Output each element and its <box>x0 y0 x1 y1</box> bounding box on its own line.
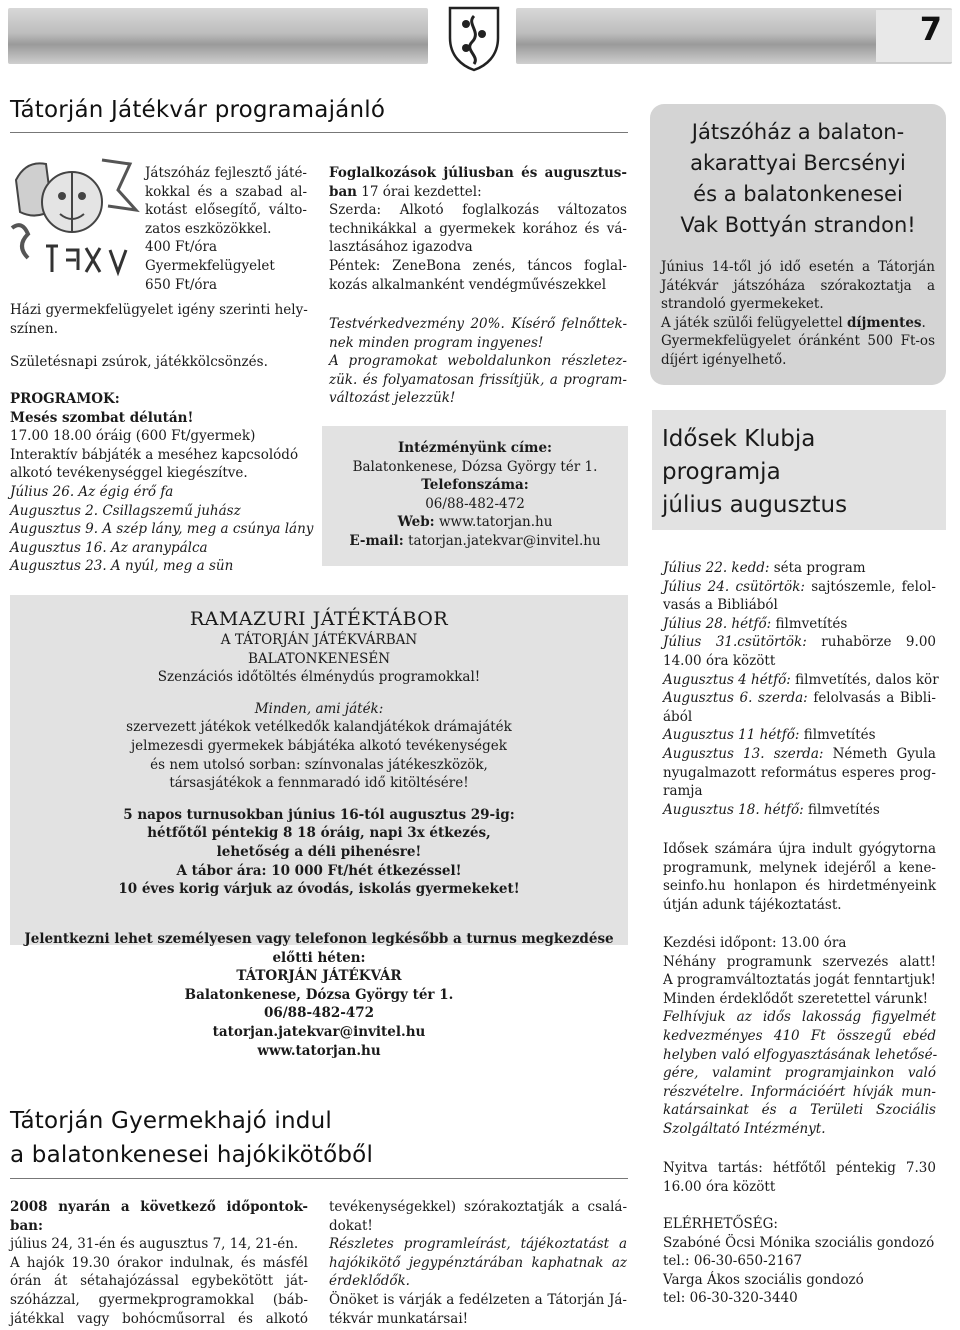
club-program-text: felolvasás a Bibli- <box>807 690 936 707</box>
playhouse-free-line <box>661 314 935 333</box>
saturday-heading: Mesés szombat délután! <box>10 409 194 426</box>
session-line: Péntek: ZeneBona zenés, táncos foglal- <box>329 257 627 274</box>
camp-detail: lehetőség a déli pihenésre! <box>216 843 422 860</box>
contact-line: Varga Ákos szociális gondozó <box>663 1271 864 1288</box>
club-program-text: filmvetítés <box>799 727 876 744</box>
camp-detail: 5 napos turnusokban június 16-tól augusztus 29-ig: <box>123 806 515 823</box>
program-line: Augusztus 2. Csillagszemű juhász <box>10 502 241 519</box>
program-line: Augusztus 23. A nyúl, meg a sün <box>10 558 234 575</box>
club-program-date: Július 24. csütörtök: <box>663 578 805 595</box>
intro-line: zatos eszközökkel. <box>145 220 272 237</box>
club-para-line: programunk, melynek idejéről a kene- <box>663 859 936 876</box>
price-line: 400 Ft/óra <box>145 239 218 256</box>
club-title-line: július augusztus <box>662 492 848 518</box>
program-line: alkotó tevékenységgel kiegészítve. <box>10 465 248 482</box>
club-program-item <box>663 671 939 690</box>
club-program-item <box>663 782 936 801</box>
playhouse-title-line: és a balatonkenesei <box>693 182 903 206</box>
apply-phone: 06/88-482-472 <box>263 1005 375 1022</box>
intro-text <box>145 164 307 294</box>
camp-apply <box>10 930 628 1060</box>
club-lunch-line: helyben való elfogyasztásának lehetősé- <box>663 1046 938 1063</box>
club-program-text: ramja <box>663 783 703 800</box>
email-label: E-mail: <box>349 532 404 549</box>
club-program-text: nyugalmazott református esperes prog- <box>663 764 936 781</box>
discount-line: A programokat weboldalunkon részletez- <box>329 353 627 370</box>
club-program-text: ából <box>663 708 693 725</box>
club-program-date: Augusztus 18. hétfő: <box>663 801 804 818</box>
playhouse-line: Június 14-től jó idő esetén a Tátorján <box>661 259 935 275</box>
session-line: technikákkal a gyermekek korához és vá- <box>329 220 627 237</box>
club-program-item <box>663 708 936 727</box>
camp-subtitle: A TÁTORJÁN JÁTÉKVÁRBAN <box>220 632 418 648</box>
club-program-date: Július 31.csütörtök: <box>663 634 807 651</box>
playhouse-free-bold: díjmentes <box>846 314 922 331</box>
program-line: Interaktív bábjáték a meséhez kapcsolódó <box>10 446 299 463</box>
playhouse-line: Gyermekfelügyelet óránként 500 Ft-os <box>661 333 935 350</box>
home-care-text <box>10 301 307 338</box>
program-line: Augusztus 9. A szép lány, meg a csúnya lány <box>10 521 314 538</box>
discount-block <box>329 315 627 408</box>
ship-left <box>10 1198 308 1328</box>
address-label: Intézményünk címe: <box>397 440 553 456</box>
page-number: 7 <box>919 10 942 48</box>
programs-heading: PROGRAMOK: <box>10 391 120 407</box>
camp-title: RAMAZURI JÁTÉKTÁBOR <box>189 608 449 630</box>
sessions-heading-bold: ban <box>329 183 358 200</box>
session-line: Szerda: Alkotó foglalkozás változatos <box>329 202 627 219</box>
discount-line: zük. és folyamatosan frissítjük, a program- <box>329 371 627 388</box>
club-lunch-line: kedvezményes 410 Ft összegű ebéd <box>663 1027 936 1044</box>
club-title-line: Idősek Klubja <box>662 426 816 452</box>
club-program-date: Augusztus 11 hétfő: <box>663 727 800 744</box>
club-gym-text <box>663 840 936 914</box>
club-program-text: filmvetítés, dalos kör <box>790 671 939 688</box>
club-program-item <box>663 615 936 634</box>
club-title <box>662 423 847 522</box>
club-program-text: séta program <box>769 560 866 576</box>
intro-line: Házi gyermekfelügyelet igény szerinti hely- <box>10 302 308 318</box>
club-para-line: seinfo.hu honlapon és hirdetményeink <box>663 878 936 895</box>
club-lunch-line: részvételre. Információért hívják mun- <box>663 1083 936 1100</box>
club-contacts <box>663 1215 936 1308</box>
sessions-time: 17 órai kezdettel: <box>357 183 482 200</box>
club-info-line: A programváltoztatás jogát fenntartjuk! <box>663 972 936 989</box>
club-info-text <box>663 934 936 1139</box>
tatorjan-logo <box>6 150 142 280</box>
web-link[interactable]: www.tatorjan.hu <box>438 514 553 531</box>
section-title-programs: Tátorján Játékvár programajánló <box>10 97 386 123</box>
discount-line: változást jelezzük! <box>329 390 456 407</box>
playhouse-title-line: akarattyai Bercsényi <box>690 151 906 175</box>
club-program-text: vasás a Bibliából <box>663 597 778 614</box>
apply-web[interactable]: www.tatorjan.hu <box>257 1042 381 1059</box>
ship-dates-heading-2: ban: <box>10 1217 43 1234</box>
camp-detail: A tábor ára: 10 000 Ft/hét étkezéssel! <box>176 862 462 879</box>
club-program-date: Augusztus 13. szerda: <box>663 745 824 762</box>
contact-phone: tel: 06-30-320-3440 <box>663 1290 798 1307</box>
intro-line: kotást elősegítő, válto- <box>145 202 307 219</box>
apply-line: Jelentkezni lehet személyesen vagy telefonon legkésőbb a turnus megkezdése <box>24 931 614 947</box>
ship-title <box>10 1104 373 1172</box>
camp-detail: 10 éves korig várjuk az óvodás, iskolás gyermekeket! <box>118 881 520 898</box>
ship-line: tékvár munkatársai! <box>329 1310 469 1327</box>
club-program-date: Augusztus 6. szerda: <box>663 690 808 707</box>
club-program-item <box>663 652 936 671</box>
email-link[interactable]: tatorjan.jatekvar@invitel.hu <box>408 532 601 549</box>
ship-line: órán át sétahajózással egybekötött ját- <box>10 1273 308 1290</box>
club-program-text: sajtószemle, felol- <box>804 578 936 595</box>
ship-right <box>329 1198 627 1328</box>
ship-info-line: érdeklődők. <box>329 1273 410 1290</box>
ship-title-line: Tátorján Gyermekhajó indul <box>10 1108 332 1134</box>
camp-content <box>10 607 628 899</box>
intro-line: kokkal és a szabad al- <box>145 183 307 200</box>
club-hours <box>663 1159 936 1196</box>
playhouse-title-line: Játszóház a balaton- <box>691 120 905 144</box>
club-lunch-line: gére, valamint programjainkon való <box>663 1065 936 1082</box>
header-photo-ship <box>8 8 428 64</box>
ship-line: tevékenységekkel) szórakoztatják a csalá- <box>329 1199 627 1215</box>
address: Balatonkenese, Dózsa György tér 1. <box>352 458 598 475</box>
crest-icon <box>446 4 502 72</box>
camp-activity: társasjátékok a fennmaradó idő kitöltésére! <box>169 775 469 792</box>
ship-line: dokat! <box>329 1217 373 1234</box>
sessions-heading-2 <box>329 183 627 202</box>
phone-label: Telefonszáma: <box>421 477 529 494</box>
club-program-text: 14.00 óra között <box>663 652 776 669</box>
ship-rule <box>10 1178 628 1179</box>
playhouse-title-line: Vak Bottyán strandon! <box>680 213 916 237</box>
program-line: 17.00 18.00 óráig (600 Ft/gyermek) <box>10 428 256 445</box>
intro-line: színen. <box>10 320 59 337</box>
ship-line: A hajók 19.30 órakor indulnak, és másfél <box>10 1254 308 1271</box>
hours-line: 16.00 óra között <box>663 1178 776 1195</box>
camp-activity: szervezett játékok vetélkedők kalandjátékok drámajáték <box>126 719 512 736</box>
web-row <box>322 513 628 532</box>
club-program-item <box>663 596 936 615</box>
club-para-line: útján adunk tájékoztatást. <box>663 896 842 913</box>
club-lunch-line: katársainkat és a Területi Szociális <box>663 1102 936 1119</box>
camp-detail: hétfőtől péntekig 8 18 óráig, napi 3x étkezés, <box>147 825 491 842</box>
club-program-item <box>663 745 936 764</box>
club-program-item <box>663 633 936 652</box>
club-info-line: Kezdési időpont: 13.00 óra <box>663 935 847 951</box>
ship-line: játékkal vagy bohócműsorral és alkotó <box>10 1310 308 1327</box>
intro-line: Játszóház fejlesztő játé- <box>145 165 307 181</box>
birthday-text: Születésnapi zsúrok, játékkölcsönzés. <box>10 354 268 370</box>
programs-block <box>10 390 314 576</box>
intro-line: Gyermekfelügyelet <box>145 257 275 274</box>
camp-activity: jelmezesdi gyermekek bábjátéka alkotó tevékenységek <box>131 737 507 754</box>
club-program-item <box>663 764 936 783</box>
sessions-block <box>329 164 627 294</box>
playhouse-line: strandoló gyermekeket. <box>661 296 824 313</box>
club-info-line: Néhány programunk szervezés alatt! <box>663 953 936 970</box>
club-title-line: programja <box>662 459 781 485</box>
club-program-item <box>663 801 936 820</box>
contact-phone: tel.: 06-30-650-2167 <box>663 1253 803 1270</box>
club-program-date: Július 22. kedd: <box>663 560 770 576</box>
ship-line: szóházzal, gyermekprogramokkal (báb- <box>10 1291 308 1308</box>
playhouse-title <box>650 117 946 241</box>
session-line: kozás alkalmanként vendégművészekkel <box>329 276 607 293</box>
sessions-heading: Foglalkozások júliusban és augusztus- <box>329 165 627 181</box>
hours-line: Nyitva tartás: hétfőtől péntekig 7.30 <box>663 1160 936 1176</box>
club-info-line: Minden érdeklődőt szeretettel várunk! <box>663 990 929 1007</box>
program-line: Július 26. Az égig érő fa <box>10 483 174 500</box>
discount-line: nek minden program ingyenes! <box>329 334 544 351</box>
club-program-item <box>663 689 936 708</box>
ship-line: Önöket is várják a fedélzeten a Tátorján Já- <box>329 1291 627 1308</box>
camp-tagline: Szenzációs időtöltés élménydús programokkal! <box>157 669 481 686</box>
apply-email[interactable]: tatorjan.jatekvar@invitel.hu <box>212 1023 426 1040</box>
club-program-text: Németh Gyula <box>823 745 936 762</box>
contact-info <box>322 439 628 551</box>
program-line: Augusztus 16. Az aranypálca <box>10 539 208 556</box>
apply-line: előtti héten: <box>272 949 366 966</box>
email-row <box>322 532 628 551</box>
apply-org: TÁTORJÁN JÁTÉKVÁR <box>236 968 402 985</box>
price-line: 650 Ft/óra <box>145 276 218 293</box>
session-line: lasztásához igazodva <box>329 239 473 256</box>
apply-address: Balatonkenese, Dózsa György tér 1. <box>184 986 454 1003</box>
camp-subtitle: BALATONKENESÉN <box>247 650 391 667</box>
club-program-list <box>663 559 939 819</box>
ship-info-line: Részletes programleírást, tájékoztatást a <box>329 1236 627 1253</box>
club-lunch-line: Felhívjuk az idős lakosság figyelmét <box>663 1009 936 1026</box>
phone: 06/88-482-472 <box>425 495 525 512</box>
contact-line: Szabóné Öcsi Mónika szociális gondozó <box>663 1234 935 1251</box>
playhouse-text <box>661 258 935 370</box>
club-program-text: ruhabörze 9.00 <box>806 634 936 651</box>
club-program-text: filmvetítés <box>771 615 848 632</box>
camp-motto: Minden, ami játék: <box>254 700 384 717</box>
discount-line: Testvérkedvezmény 20%. Kísérő felnőttek- <box>329 316 627 332</box>
club-program-date: Augusztus 4 hétfő: <box>663 671 791 688</box>
playhouse-free-dot: . <box>921 314 926 331</box>
ship-info-line: hajókikötő jegypénztárában kaphatnak az <box>329 1254 627 1271</box>
playhouse-free-text: A játék szülői felügyelettel <box>661 314 847 331</box>
club-lunch-line: Szolgáltató Intézményt. <box>663 1120 826 1137</box>
club-program-date: Július 28. hétfő: <box>663 615 772 632</box>
club-program-item <box>663 726 936 745</box>
ship-dates-heading: 2008 nyarán a következő időpontok- <box>10 1199 308 1215</box>
playhouse-line: Játékvár játszóháza szórakoztatja a <box>661 277 935 294</box>
title-rule <box>10 132 628 133</box>
club-program-item <box>663 578 936 597</box>
web-label: Web: <box>397 514 435 531</box>
club-program-item <box>663 559 936 578</box>
camp-activity: és nem utolsó sorban: színvonalas játékeszközök, <box>150 756 488 773</box>
ship-title-line: a balatonkenesei hajókikötőből <box>10 1142 374 1168</box>
club-program-text: filmvetítés <box>803 801 880 818</box>
reach-label: ELÉRHETŐSÉG: <box>663 1216 778 1232</box>
club-para-line: Idősek számára újra indult gyógytorna <box>663 841 936 857</box>
playhouse-line: díjért igényelhető. <box>661 351 787 368</box>
ship-line: július 24, 31-én és augusztus 7, 14, 21-én. <box>10 1236 299 1253</box>
